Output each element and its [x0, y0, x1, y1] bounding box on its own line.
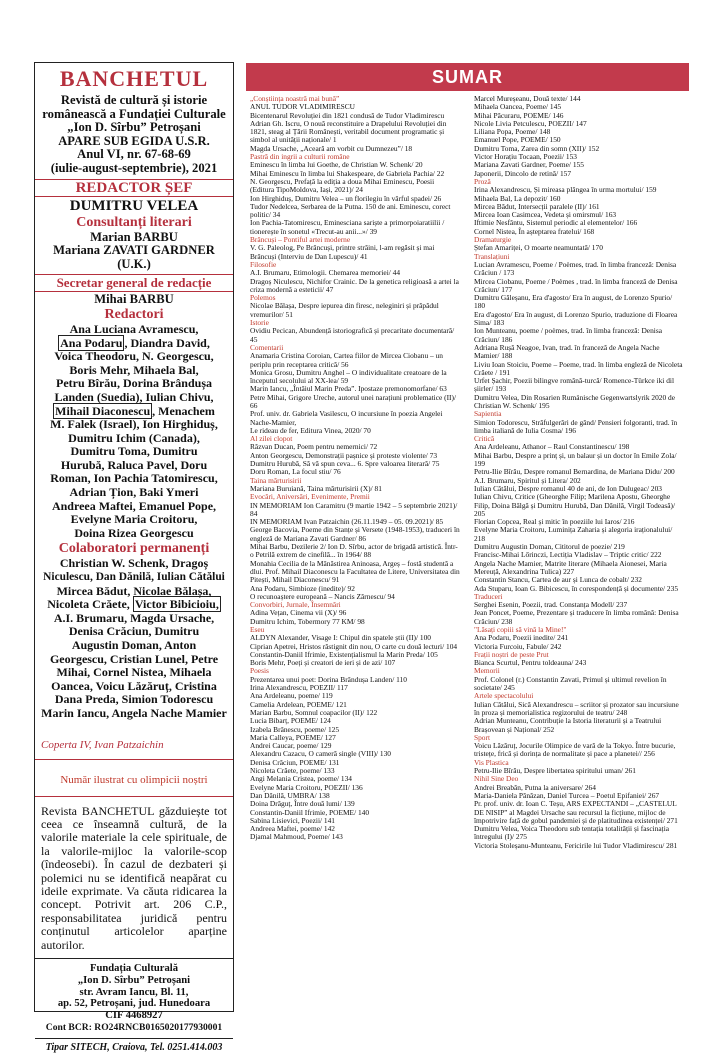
sumar-entry: Dumitru Velea, Voica Theodoru sub tentația totalității și fascinația întregului (I)/ 275	[474, 824, 670, 842]
sumar-section-heading: Poesis	[250, 666, 269, 676]
egida: APARE SUB EGIDA U.S.R.	[58, 133, 210, 148]
sumar-entry: Magda Ursache, „Aceară am vorbit cu Dumnezeu”/ 18	[250, 143, 413, 153]
sumar-entry: Adriana Rușă Neagoe, Ivan, trad. în franceză de Angela Nache Mamier/ 188	[474, 342, 660, 361]
foundation-line: „Ion D. Sîrbu” Petroșani	[77, 974, 191, 986]
sumar-entry: O recunoaștere europeană – Nancis Zărnescu/ 94	[250, 591, 395, 601]
sumar-column-2	[474, 95, 684, 850]
sumar-entry: Victoria Stoleșanu-Munteanu, Fericirile lui Tudor Vladimirescu/ 281	[474, 840, 678, 850]
sumar-entry: Eminescu în limba lui Goethe, de Christian W. Schenk/ 20	[250, 160, 423, 170]
redactor-item: Evelyne Maria Croitoru,	[70, 512, 198, 527]
sumar-section-heading: Frații noștri de peste Prut	[474, 649, 549, 659]
sumar-section-heading: Critică	[474, 434, 495, 444]
sumar-entry: Maria-Daniela Pănăzan, Daniel Turcea – Poetul Epifaniei/ 267	[474, 790, 660, 800]
foundation-line: Fundația Culturală	[89, 963, 178, 975]
redactor-item: Landen (Suedia), Iulian Chivu,	[54, 389, 214, 404]
sumar-entry: Petru-Ilie Bîrău, Despre libertatea spiritului uman/ 261	[474, 766, 636, 776]
sumar-section-heading: Dramaturgie	[474, 235, 512, 245]
sumar-entry: A.I. Brumaru, Etimologii. Chemarea memoriei/ 44	[250, 268, 401, 278]
sumar-entry: A.I. Brumaru, Spiritul și Litera/ 202	[474, 475, 581, 485]
redactor-item: Hurubă, Raluca Pavel, Doru	[60, 457, 208, 472]
redactor-item: Adrian Țion, Baki Ymeri	[69, 485, 199, 500]
sumar-section-heading: Traduceri	[474, 591, 503, 601]
sumar-entry: Mariana Zavati Gardner, Poeme/ 155	[474, 160, 584, 170]
sumar-section-heading: Polemos	[250, 293, 276, 303]
sumar-entry: Ștefan Amariței, O moarte neamuntată/ 170	[474, 243, 603, 253]
sumar-entry: Simion Todorescu, Străfulgerări de gând/ Pensieri folgoranti, trad. în limba italiană de Iulia Cosma/ 196	[474, 417, 678, 435]
colab-item: Oancea, Voicu Lăzăruț, Cristina	[51, 678, 217, 693]
sumar-entry: Andrei Breabăn, Putna la aniversare/ 264	[474, 782, 596, 792]
sumar-section-heading: Nihil Sine Deo	[474, 774, 519, 784]
colab-item: Denisa Crăciun, Dumitru	[68, 624, 200, 639]
sumar-section-heading: Artele spectacolului	[474, 691, 534, 701]
colab-list	[35, 557, 233, 720]
sumar-entry: Irina Alexandrescu, Și mireasa plângea în urma mortului/ 159	[474, 185, 657, 195]
colab-item: Christian W. Schenk, Dragoș	[59, 556, 209, 571]
sumar-section-heading: "Lăsați copiii să vină la Mine!"	[474, 625, 567, 634]
sumar-entry: Iulian Chivu, Critice (Gheorghe Filip; Marilena Apostu, Gheorghe Filip, Doina Bâlgă și Dumitru Hurubă, Dan Dănilă, Virgil Todeasă)/ 205	[474, 492, 676, 518]
sumar-entry: Serghei Esenin, Poezii, trad. Constanța Modell/ 237	[474, 600, 628, 610]
sumar-entry: Dragoș Niculescu, Nichifor Crainic. De la genetica religioasă a artei la criza modernă a esteticii/ 47	[250, 276, 459, 294]
sumar-entry: Prof. univ. dr. Gabriela Vasilescu, O incursiune în poezia Angelei Nache-Mamier,	[250, 409, 443, 427]
colab-item: Marin Iancu, Angela Nache Mamier	[41, 705, 227, 720]
colab-item: Mircea Bădut, Nicolae Bălașa,	[56, 583, 212, 598]
sumar-entry: Evelyne Maria Croitoru, POEZII/ 136	[250, 782, 363, 792]
sumar-entry: Maria Calleya, POEME/ 127	[250, 732, 336, 742]
redactor-item: Dumitru Ichim (Canada),	[68, 430, 200, 445]
sumar-entry: Jean Poncet, Poeme, Prezentare și traducere în limba română: Denisa Crăciun/ 238	[474, 608, 679, 626]
sumar-entry: Angi Melania Cristea, poeme/ 134	[250, 774, 353, 784]
sumar-section-heading: Sapientia	[474, 409, 502, 419]
redactor-item: Doina Rizea Georgescu	[74, 525, 194, 540]
sumar-entry: Nicole Livia Petculescu, POEZII/ 147	[474, 118, 587, 128]
sumar-section-heading: Translațiuni	[474, 251, 510, 261]
sumar-entry: Nicoleta Crăete, poeme/ 133	[250, 766, 335, 776]
sumar-entry: Monahia Cecilia de la Mânăstirea Aninoasa, Argeș – fostă studentă a dlui. Prof. Mihail Diaconescu la Facultatea de Litere, Universitatea din Pitești, Mihail Diaconescu/ 91	[250, 558, 460, 585]
foundation-line: CIF 4468927	[105, 1010, 163, 1022]
sumar-entry: Bicentenarul Revoluției din 1821 condusă de Tudor Vladimirescu	[250, 110, 445, 120]
sumar-section-heading: Proză	[474, 176, 491, 186]
sumar-entry: Mircea Bădut, Intersecții paralele (II)/ 161	[474, 201, 600, 211]
sumar-entry: Alexandru Cazacu, O cameră single (VIII)/ 130	[250, 749, 391, 759]
sumar-entry: Voicu Lăzăruț, Jocurile Olimpice de vară de la Tokyo. Între bucurie, tristețe, frică și dorința de normalitate și pace a planetei// 256	[474, 741, 676, 759]
sumar-section-heading: „Conștiința noastră mai bună”	[250, 94, 340, 103]
sumar-entry: Tudor Nedelcea, Serbarea de la Putna. 150 de ani. Eminescu, corect politic/ 34	[250, 201, 451, 220]
sumar-entry: Boris Mehr, Poeți și creatori de ieri și de azi/ 107	[250, 658, 396, 668]
sumar-entry: Liviu Ioan Stoiciu, Poeme – Poeme, trad. în limba engleză de Nicoleta Crăete / 191	[474, 359, 683, 377]
sumar-entry: Iftimie Nesfântu, Sistemul periodic al elementelor/ 166	[474, 218, 638, 228]
sumar-entry: Liliana Popa, Poeme/ 148	[474, 127, 551, 137]
sumar-entry: Mihai Barbu, Dezilerie 2/ Ion D. Sîrbu, actor de brigadă artistică. Într-o Petrilă extrem de cinefilă... în 1964/ 88	[250, 542, 458, 560]
sumar-section-heading: Filosofie	[250, 259, 277, 269]
sumar-entry: Adrian Munteanu, Contribuție la Istoria literaturii și a Teatrului Brașovean și Național/ 252	[474, 716, 662, 734]
colab-item: A.I. Brumaru, Magda Ursache,	[53, 610, 215, 625]
sumar-entry: Evelyne Maria Croitoru, Luminița Zaharia și alegoria iraționalului/ 218	[474, 525, 673, 543]
sumar-section-heading: Comentarii	[250, 342, 284, 352]
sumar-entry: IN MEMORIAM Ivan Patzaichin (26.11.1949 – 05. 09.2021)/ 85	[250, 517, 444, 527]
foundation-line: ap. 52, Petroșani, jud. Hunedoara	[57, 998, 211, 1010]
sumar-entry: Petru-Ilie Bîrău, Despre romanul Bernardina, de Mariana Didu/ 200	[474, 467, 675, 477]
sumar-entry: Dumitru Toma, Zarea din somn (XII)/ 152	[474, 143, 600, 153]
sumar-entry: Florian Copcea, Real și mitic în poeziile lui Iaros/ 216	[474, 517, 635, 527]
sumar-entry: Constantin-Daniil Ifrimie, POEME/ 140	[250, 807, 370, 817]
sumar-entry: Izabela Brânescu, poeme/ 125	[250, 724, 340, 734]
sumar-entry: Bianca Scurtul, Pentru toldeauna/ 243	[474, 658, 587, 668]
sumar-column-1	[250, 95, 460, 842]
sumar-entry: Camelia Ardelean, POEME/ 121	[250, 699, 347, 709]
sumar-entry: Era d'agosto/ Era în august, di Lorenzo Spurio, traduzione di Floarea Sima/ 183	[474, 309, 678, 328]
sumar-entry: Le rideau de fer, Editura Vinea, 2020/ 70	[250, 425, 371, 435]
sumar-entry: Angela Nache Mamier, Matrite literare (Mihaela Aionesei, Maria Mereuță, Alexandrina Tulica) 227	[474, 558, 667, 576]
sumar-section-heading: Evocări, Aniversări, Evenimente, Premii	[250, 492, 370, 502]
sumar-entry: Lucian Avramescu, Poeme / Poèmes, trad. în limba franceză: Denisa Crăciun / 173	[474, 259, 677, 278]
sumar-entry: ANUL TUDOR VLADIMIRESCU	[250, 102, 355, 112]
foundation-line: Cont BCR: RO24RNCB0165020177930001	[45, 1022, 223, 1034]
redactor-item: Petru Bîrău, Dorina Brândușa	[55, 376, 212, 391]
sumar-entry: Francisc-Mihai Lőrinczi, Lectiția Vladislav – Triptic critic/ 222	[474, 550, 662, 560]
sumar-entry: Ion Hirghiduș, Dumitru Velea – un florilegiu în vârful spadei/ 26	[250, 193, 442, 203]
sumar-entry: Marcel Mureșeanu, Două texte/ 144	[474, 94, 581, 103]
sumar-entry: Mihai Barbu, Despre a prinț și, un balaur și un doctor în Emile Zola/ 199	[474, 450, 677, 469]
sumar-entry: Djamal Mahmoud, Poeme/ 143	[250, 832, 343, 842]
sumar-entry: Marin Iancu, „Întâiul Marin Preda”. Ipostaze premonomorfane/ 63	[250, 384, 447, 394]
sumar-entry: Ion Munteanu, poeme / poèmes, trad. în limba franceză: Denisa Crăciun/ 186	[474, 326, 662, 344]
consultant-2: Mariana ZAVATI GARDNER (U.K.)	[53, 243, 215, 271]
redactor-item: M. Falek (Israel), Ion Hirghiduș,	[50, 417, 218, 432]
sumar-entry: Japonerii, Dincolo de retină/ 157	[474, 168, 572, 178]
sumar-entry: Adina Vețan, Cinema vii (X)/ 96	[250, 608, 347, 618]
sumar-entry: Marian Barbu, Somnul coapacilor (II)/ 122	[250, 707, 378, 717]
foundation-line: str. Avram Iancu, Bl. 11,	[79, 986, 189, 998]
sumar-entry: Dumitru Hurubă, Să vă spun ceva... 6. Spre valoarea literară/ 75	[250, 459, 440, 469]
sumar-section-heading: Sport	[474, 732, 491, 742]
sumar-section-heading: Memorii	[474, 666, 500, 676]
sumar-entry: Emanuel Pope, POEME/ 150	[474, 135, 561, 145]
secretar-name: Mihai BARBU	[94, 292, 174, 307]
redactor-item: Boris Mehr, Mihaela Bal,	[69, 362, 199, 377]
sumar-entry: Doru Roman, La focul stiu/ 76	[250, 467, 341, 477]
sumar-entry: Iulian Cătălui, Sică Alexandrescu – scriitor și prozator sau incursiune în proza și memorialistica regizorului de teatru/ 248	[474, 699, 679, 717]
colab-item: Augustin Doman, Anton	[71, 638, 197, 652]
colab-item: Nicoleta Crăete, Victor Bibicioiu,	[47, 597, 219, 612]
consultant-1: Marian BARBU	[90, 229, 178, 244]
redactor-item: Andreea Maftei, Emanuel Pope,	[51, 498, 217, 513]
sumar-section-heading: Brâncuși – Pontiful artei moderne	[250, 235, 351, 245]
redactor-item: Ana Luciana Avramescu,	[69, 321, 199, 336]
sumar-entry: Mircea Ioan Casimcea, Vedeta și omirsmul/ 163	[474, 210, 617, 220]
sumar-entry: Ana Ardeleanu, poeme/ 119	[250, 691, 333, 701]
sumar-entry: Mihaela Oancea, Poeme/ 145	[474, 102, 562, 112]
sumar-entry: Mihai Păcuraru, POEME/ 146	[474, 110, 564, 120]
sumar-header: SUMAR	[246, 63, 689, 91]
colab-item: Niculescu, Dan Dănilă, Iulian Cătălui	[43, 571, 225, 584]
sumar-entry: Dan Dănilă, UMBRA/ 138	[250, 790, 330, 800]
sumar-entry: Dumitru Velea, Din Rosarien Rumänische Gegenwartslyrik 2020 de Christian W. Schenk/ 195	[474, 392, 676, 410]
issue-period: (iulie-august-septembrie), 2021	[50, 160, 218, 175]
subtitle-line-2: românească a Fundației Culturale	[42, 106, 226, 121]
sumar-section-heading: Vis Plastica	[474, 757, 509, 767]
colab-item: Georgescu, Cristian Lunel, Petre	[49, 651, 219, 666]
redactor-item: Dumitru Toma, Dumitru	[70, 444, 198, 459]
coperta-note: Coperta IV, Ivan Patzaichin	[41, 738, 164, 751]
sumar-entry: Prof. Colonel (r.) Constantin Zavati, Primul și ultimul revelion în societate/ 245	[474, 674, 667, 693]
ilustrat-note: Număr ilustrat cu olimpicii noștri	[60, 773, 208, 786]
sumar-entry: Mihaela Bal, La depozit/ 160	[474, 193, 561, 203]
sumar-entry: Ovidiu Pecican, Abundență istoriografică și precaritate documentară/ 45	[250, 326, 455, 344]
foundation-block	[35, 958, 233, 1034]
sumar-entry: Mariana Buruiană, Taina mărturisirii (X)/ 81	[250, 483, 382, 493]
sumar-entry: Urfet Șachir, Poezii bilingve română-turcă/ Romence-Türkce iki dil șiirler/ 193	[474, 376, 675, 394]
sumar-entry: Ana Podaru, Simbioze (inedite)/ 92	[250, 583, 355, 593]
sumar-entry: Irina Alexandrescu, POEZII/ 117	[250, 683, 348, 693]
sumar-entry: Anamaria Cristina Coroian, Cartea fiilor de Mircea Ciobanu – un periplu prin receptarea critică/ 56	[250, 351, 443, 369]
redactor-name: DUMITRU VELEA	[69, 197, 199, 214]
sumar-section-heading: Taina mărturisirii	[250, 475, 302, 485]
consultanti-label: Consultanți literari	[76, 214, 192, 230]
sumar-entry: Constantin-Daniil Ifrimie, Existențialismul la Marin Preda/ 105	[250, 649, 438, 659]
sumar-entry: Lucia Bibarț, POEME/ 124	[250, 716, 331, 726]
subtitle-line-3: „Ion D. Sîrbu” Petroșani	[67, 120, 201, 135]
sumar-entry: Anton Georgescu, Demonstrații pașnice și proteste violente/ 73	[250, 450, 438, 460]
sumar-entry: Nicolae Bălașa, Despre iepurea din firesc, neleginiri și prăpădul vremurilor/ 51	[250, 301, 439, 319]
sumar-entry: Prezentarea unui poet: Dorina Brândușa Landen/ 110	[250, 674, 407, 684]
sumar-entry: Andreea Maftei, poeme/ 142	[250, 824, 335, 834]
sumar-entry: V. G. Paleolog, Pe Brâncuși, printre străini, l-am regăsit și mai Brâncuși (Interviu de Dan Lupescu)/ 41	[250, 243, 435, 261]
colab-item: Dana Preda, Simion Todorescu	[54, 692, 214, 707]
issue-number: Anul VI, nr. 67-68-69	[77, 147, 191, 162]
sumar-entry: Cornel Nistea, În așteptarea fratelui/ 168	[474, 226, 595, 236]
colab-item: Mihai, Cornel Nistea, Mihaela	[56, 665, 212, 680]
sumar-entry: Ada Stuparu, Ioan G. Bibicescu, în corespondență și documente/ 235	[474, 583, 679, 593]
sumar-entry: IN MEMORIAM Ion Caramitru (9 martie 1942 – 5 septembrie 2021)/ 84	[250, 500, 458, 518]
sumar-entry: Mircea Ciobanu, Poeme / Poèmes , trad. în limba franceză de Denisa Crăciun/ 177	[474, 276, 678, 294]
sumar-entry: Răzvan Ducan, Poem pentru nemernici/ 72	[250, 442, 378, 452]
sumar-entry: Andrei Caucar, poeme/ 129	[250, 741, 332, 751]
colab-label: Colaboratori permanenți	[58, 541, 210, 557]
sumar-entry: Dumitru Augustin Doman, Cititorul de poezie/ 219	[474, 542, 625, 552]
sumar-entry: Monica Grosu, Dumitru Anghel – O individualitate creatoare de la începutul secolului al XX-lea/ 59	[250, 367, 447, 386]
sumar-entry: Adrian Gh. Iscru, O nouă reconstituire a Drapelului Revoluției din 1821, steag al Țării Românești, veritabil document programatic și simbol al unității naționale/ 1	[250, 118, 447, 145]
sumar-section-heading: Pastră din ingrii a culturii române	[250, 152, 350, 162]
sumar-entry: ALDYN Alexander, Visage I: Chipul din spatele știi (II)/ 100	[250, 633, 431, 643]
sumar-entry: Mihai Eminescu în limba lui Shakespeare, de Gabriela Pachia/ 22	[250, 168, 445, 178]
sumar-section-heading: Eseu	[250, 625, 265, 634]
sumar-entry: Petre Mihai, Grigore Ureche, autorul unei narațiuni problematice (II)/ 66	[250, 392, 457, 410]
sumar-entry: Ana Ardeleanu, Athanor – Raul Constantinescu/ 198	[474, 442, 630, 452]
sumar-entry: Doina Drăguț, Între două lumi/ 139	[250, 799, 355, 809]
sumar-section-heading: Istorie	[250, 318, 269, 328]
magazine-description: Revista BANCHETUL găzduiește tot ceea ce înseamnă cultură, de la valorile materiale la cele spirituale, de la valorile-mijloc la valorile-scop (îndeosebi). În cazul de dezbateri și polemici nu se identifică neapărat cu ideile exprimate. Va căuta ridicarea la concept. Potrivit art. 206 C.P., responsabilitatea juridică pentru conținutul articolelor aparține autorilor.	[41, 803, 227, 952]
redactor-label: REDACTOR ȘEF	[35, 179, 233, 197]
printer-note: Tipar SITECH, Craiova, Tel. 0251.414.003	[35, 1038, 233, 1053]
sumar-section-heading: Convorbiri, Jurnale, Însemnări	[250, 600, 341, 610]
sumar-entry: George Bacovia, Poeme din Stanțe și Versete (1948-1953), traduceri în engleză de Mariana Zavati Gardner/ 86	[250, 525, 460, 543]
sumar-entry: N. Georgescu, Prefață la ediția a doua Mihai Eminescu, Poesii (Editura TipoMoldova, Iași, 2021)/ 24	[250, 176, 435, 195]
sumar-entry: Victor Horațiu Tocaan, Poezii/ 153	[474, 152, 577, 162]
sumar-entry: Dumitru Găleșanu, Era d'agosto/ Era în august, de Lorenzo Spurio/ 180	[474, 293, 673, 311]
sumar-entry: Constantin Stancu, Cartea de aur și Lunca de cobalt/ 232	[474, 575, 642, 585]
redactor-item: Voica Theodoru, N. Georgescu,	[54, 349, 214, 364]
sumar-section-heading: Al zilei clopot	[250, 434, 293, 444]
sumar-entry: Denisa Crăciun, POEME/ 131	[250, 757, 340, 767]
sumar-entry: Ciprian Apetrei, Hristos răstignit din nou, O carte cu două lecturi/ 104	[250, 641, 458, 651]
sumar-entry: Ion Pachia-Tatomirescu, Eminesciana sariște a primorpoiaratiilii / tionerește în sonetul «Trecut-au anii...»/ 39	[250, 218, 445, 236]
sumar-entry: Victoria Furcoiu, Fabule/ 242	[474, 641, 562, 651]
sumar-entry: Sabina Lisievici, Poezii/ 141	[250, 815, 335, 825]
redactor-item: Mihail Diaconescu , Menachem	[55, 403, 215, 418]
sumar-entry: Dumitru Ichim, Tobermory 77 KM/ 98	[250, 616, 365, 626]
redactor-item: Roman, Ion Pachia Tatomirescu,	[50, 471, 218, 486]
masthead-panel	[34, 62, 234, 1053]
subtitle-line-1: Revistă de cultură și istorie	[60, 93, 208, 107]
magazine-title: BANCHETUL	[59, 66, 209, 91]
redactori-list	[35, 323, 233, 541]
redactor-item: Ana Podaru , Diandra David,	[60, 335, 210, 350]
secretar-label: Secretar general de redacție	[35, 274, 233, 292]
sumar-entry: Iulian Cătălui, Despre romanul 40 de ani, de Ion Dulugeac/ 203	[474, 483, 662, 493]
redactori-label: Redactori	[104, 306, 164, 322]
sumar-entry: Ana Podaru, Poezii inedite/ 241	[474, 633, 569, 643]
sumar-entry: Pr. prof. univ. dr. Ioan C. Teșu, ARS EXPECTANDI – „CASTELUL DE NISIP” al Magdei Ursache sau recursul la ficțiune, mijloc de împotrivire față de gobul pandemiei și de platitudinea existenței/ 271	[474, 799, 678, 825]
